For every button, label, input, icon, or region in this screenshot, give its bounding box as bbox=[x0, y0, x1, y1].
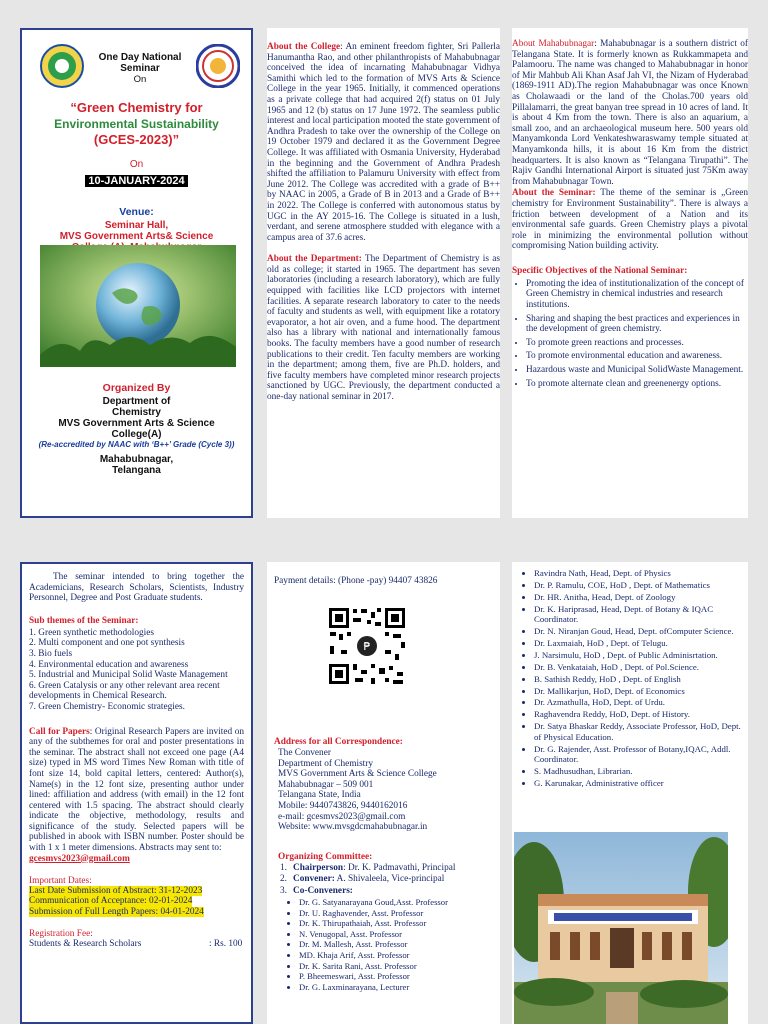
fee-row bbox=[29, 939, 244, 950]
list-item: 7. Green Chemistry- Economic strategies. bbox=[29, 701, 185, 712]
org-line-1: Department of bbox=[102, 396, 171, 407]
list-item: • Dr. K. Thirupathaiah, Asst. Professor bbox=[299, 918, 448, 929]
list-item: • Dr. G. Laxminarayana, Lecturer bbox=[299, 982, 448, 993]
venue-line-2: MVS Government Arts& Science bbox=[59, 231, 214, 242]
venue-line-1: Seminar Hall, bbox=[104, 220, 169, 231]
event-date bbox=[22, 171, 251, 189]
list-item: 1. Green synthetic methodologies bbox=[29, 627, 154, 638]
role-number: 3. bbox=[280, 885, 287, 896]
title-line-2: Seminar bbox=[120, 63, 160, 74]
address-line: The Convener bbox=[278, 748, 331, 758]
dates-list bbox=[29, 886, 244, 918]
role-label: Convener: bbox=[293, 874, 335, 885]
contact-panel bbox=[267, 562, 500, 1024]
mahabubnagar-panel bbox=[512, 28, 748, 518]
about-seminar-heading: About the Seminar: bbox=[512, 188, 596, 199]
college-seal-icon bbox=[196, 44, 240, 88]
objectives-heading: Specific Objectives of the National Seminar: bbox=[512, 265, 688, 276]
org-line-4: College(A) bbox=[111, 429, 162, 440]
svg-text:₱: ₱ bbox=[363, 640, 371, 653]
list-item: Submission of Full Length Papers: 04-01-2024 bbox=[29, 906, 204, 917]
list-item: • Dr. Azmathulla, HoD, Dept. of Urdu. bbox=[534, 697, 748, 707]
address-line: Telangana State, India bbox=[278, 790, 361, 801]
list-item: 3. Bio fuels bbox=[29, 648, 73, 659]
list-item: • P. Bheemeswari, Asst. Professor bbox=[299, 971, 448, 982]
members-list bbox=[512, 568, 748, 788]
qr-code-icon bbox=[327, 606, 407, 686]
list-item: • Dr. B. Venkataiah, HoD , Dept. of Pol.Science. bbox=[534, 662, 748, 672]
list-item: • Dr. Laxmaiah, HoD , Dept. of Telugu. bbox=[534, 638, 748, 648]
correspondence-heading: Address for all Correspondence: bbox=[274, 737, 403, 747]
organized-by-label: Organized By bbox=[102, 382, 171, 394]
list-item: • Hazardous waste and Municipal SolidWaste Management. bbox=[526, 365, 748, 376]
list-item: • Dr. U. Raghavender, Asst. Professor bbox=[299, 908, 448, 919]
address-line[interactable]: e-mail: gcesmvs2023@gmail.com bbox=[278, 811, 406, 822]
call-for-papers-text: : Original Research Papers are invited on any of the subthemes for oral and poster presentations in the seminar. The abstract shall not exceed one page (A4 size) typed in MS word Times New Roman with title of font size 14, bold capital letters, centered: Author(s), Name(s) in the 12 font size, presenting author under lined: affiliation and address (with email) in the 12 font centered with 1.5 spacing. The abstract should clearly indicate the objective, methodology, results and significance of the study. Selected papers will be published in abook with ISBN number. Poster should be with 1 x 1 meter dimensions. Abstracts may sent to: bbox=[29, 726, 244, 854]
committee-role bbox=[280, 874, 455, 885]
about-department-text: The Department of Chemistry is as old as college; it started in 1965. The department has seven laboratories (including a research laboratory), which are fully equipped with facilities like LCD projectors with internet facilities. A separate research laboratory to cater to the needs of faculty and students as well, with equipment like a rotatory evaporator, a hot air oven, and a fume hood. The department also has a library with national and internationally famous books. The faculty members have a good number of research publications to their credit. Ten faculty members are working in the department; among them, five are Ph.D. holders, and five faculty members have completed minor research projects sanctioned by UGC. Previously, the department conducted a one-day national seminar in 2017. bbox=[267, 254, 500, 402]
list-item: • Dr. N. Niranjan Goud, Head, Dept. ofComputer Science. bbox=[534, 626, 748, 636]
about-mahabubnagar-text: : Mahabubnagar is a southern district of Telangana State. It is formerly known as Rukkammapeta and Palamooru. The name was changed to Mahabubnagar in honor of Mir Mahbub Ali Khan Asaf Jah VI, the Nizam of Hyderabad (1869-1911 AD).The region Mahabubnagar was once Known as Cholawaadi or the land of the Cholas.700 years old Pillalamarri, the great banyan tree spread in 10 acres of land. It is about 4 Km from the town. There is also an aquarium, a small zoo, and an archaeological museum here. 500 years old Manyamkonda Lord Venkateshwaraswamy temple situated at Manyamkonda hills, it is about 16 Km from the district headquarters. It is also known as “Telangana Tirupathi”. The Rajiv Gandhi International Airport is situated just 75Km away from Mahabubnagar Town. bbox=[512, 39, 748, 187]
telangana-seal-icon bbox=[40, 44, 84, 88]
theme-line-2: Environmental Sustainability bbox=[54, 117, 219, 131]
place-line-1: Mahabubnagar, bbox=[99, 453, 174, 465]
about-department-heading: About the Department: bbox=[267, 254, 362, 265]
accreditation-text: (Re-accredited by NAAC with ‘B++’ Grade (Cycle 3)) bbox=[38, 440, 235, 449]
about-department-paragraph bbox=[267, 254, 500, 402]
subthemes-list bbox=[29, 628, 244, 713]
role-value: A. Shivaleela, Vice-principal bbox=[334, 874, 445, 885]
list-item: • S. Madhusudhan, Librarian. bbox=[534, 766, 748, 776]
about-college-text: : An eminent freedom fighter, Sri Pallerla Hanumantha Rao, and other philanthropists of Mahabubnagar conceived the idea of incarnating Mahabubnagar Vidhya Samithi which led to the formation of MVS Arts & Science College in the year 1965. Initially, it commenced operations as a private college that had acquired 2(f) status on 01 July 1965 and 12 (b) status on 17 June 1972. The seamless public interest and local participation mooted the state government of Andhra Pradesh to take over the ownership of the College on 19 October 1979 and declared it as the Government Degree College. It was affiliated with Osmania University, Hyderabad in the beginning and the Government of Andhra Pradesh shifted the affiliation to Palamuru University with effect from June 2012. The College was accredited with a grade of B++ by NAAC in 2005, a Grade of B in 2013 and a Grade of B++ in 2022. The College is conferred with autonomous status by UGC in the AY 2015-16. The College is situated in a lush, verdant, and serene atmosphere studded with elegance with a campus area of 37.6 acres. bbox=[267, 42, 500, 243]
about-seminar-paragraph bbox=[512, 188, 748, 252]
list-item: • Sharing and shaping the best practices and experiences in the development of green chemistry. bbox=[526, 314, 748, 335]
list-item: • Dr. P. Ramulu, COE, HoD , Dept. of Mathematics bbox=[534, 580, 748, 590]
org-line-3: MVS Government Arts & Science bbox=[58, 418, 215, 429]
list-item: • Raghavendra Reddy, HoD, Dept. of History. bbox=[534, 709, 748, 719]
fee-heading: Registration Fee: bbox=[29, 929, 93, 940]
theme-line-3: (GCES-2023)” bbox=[93, 132, 180, 147]
address-line[interactable]: Website: www.mvsgdcmahabubnagar.in bbox=[278, 822, 428, 833]
list-item: • Dr. Mallikarjun, HoD, Dept. of Economics bbox=[534, 686, 748, 696]
list-item: • MD. Khaja Arif, Asst. Professor bbox=[299, 950, 448, 961]
members-panel bbox=[512, 562, 748, 1024]
list-item: • B. Sathish Reddy, HoD , Dept. of English bbox=[534, 674, 748, 684]
committee-roles bbox=[280, 863, 455, 897]
list-item: • Dr. Satya Bhaskar Reddy, Associate Professor, HoD, Dept. of Physical Education. bbox=[534, 721, 748, 742]
college-building-image bbox=[514, 832, 728, 1024]
list-item: 2. Multi component and one pot synthesis bbox=[29, 638, 185, 649]
list-item: • Dr. G. Rajender, Asst. Professor of Botany,IQAC, Addl. Coordinator. bbox=[534, 744, 748, 765]
event-date-text: 10-JANUARY-2024 bbox=[85, 175, 187, 187]
fee-label: Students & Research Scholars bbox=[29, 939, 142, 950]
intro-text: The seminar intended to bring together the Academicians, Research Scholars, Scientists, Industry Personnel, Degree and Post Graduate students. bbox=[29, 572, 244, 604]
committee-heading: Organizing Committee: bbox=[278, 852, 373, 862]
about-mahabubnagar-paragraph bbox=[512, 39, 748, 187]
address-line: MVS Government Arts & Science College bbox=[278, 769, 437, 780]
committee-role bbox=[280, 886, 455, 897]
list-item: • J. Narsimulu, HoD , Dept. of Public Adminisrtation. bbox=[534, 650, 748, 660]
role-number: 2. bbox=[280, 874, 287, 885]
list-item: • Dr. K. Hariprasad, Head, Dept. of Botany & IQAC Coordinator. bbox=[534, 604, 748, 625]
abstract-email[interactable]: gcesmvs2023@gmail.com bbox=[29, 853, 130, 864]
list-item: Communication of Acceptance: 02-01-2024 bbox=[29, 896, 193, 907]
cover-panel bbox=[20, 28, 253, 518]
address-line: Mahabubnagar – 509 001 bbox=[278, 779, 374, 790]
list-item: • Dr. M. Mallesh, Asst. Professor bbox=[299, 939, 448, 950]
list-item: • Dr. HR. Anitha, Head, Dept. of Zoology bbox=[534, 592, 748, 602]
list-item: • N. Venugopal, Asst. Professor bbox=[299, 929, 448, 940]
address-line: Department of Chemistry bbox=[278, 758, 374, 769]
address-line: Mobile: 9440743826, 9440162016 bbox=[278, 800, 408, 811]
list-item: • Ravindra Nath, Head, Dept. of Physics bbox=[534, 568, 748, 578]
role-label: Chairperson bbox=[293, 863, 344, 873]
payment-details: Payment details: (Phone -pay) 94407 43826 bbox=[274, 576, 438, 586]
dates-heading: Important Dates: bbox=[29, 875, 92, 886]
role-value: : Dr. K. Padmavathi, Principal bbox=[343, 863, 456, 873]
list-item: • To promote green reactions and processes. bbox=[526, 338, 748, 349]
title-line-3: On bbox=[133, 74, 147, 85]
list-item: • To promote environmental education and awareness. bbox=[526, 351, 748, 362]
list-item: • Promoting the idea of institutionalization of the concept of Green Chemistry in chemical industries and research institutions. bbox=[526, 279, 748, 311]
fee-amount: : Rs. 100 bbox=[209, 939, 243, 950]
role-label: Co-Conveners: bbox=[293, 885, 353, 896]
theme-line-1: “Green Chemistry for bbox=[70, 100, 203, 115]
org-line-2: Chemistry bbox=[112, 407, 161, 418]
coconveners-list bbox=[289, 897, 448, 992]
about-panel bbox=[267, 28, 500, 518]
role-number: 1. bbox=[280, 863, 287, 873]
call-for-papers-paragraph bbox=[29, 727, 244, 854]
list-item: • G. Karunakar, Administrative officer bbox=[534, 778, 748, 788]
list-item: 4. Environmental education and awareness bbox=[29, 659, 189, 670]
title-line-1: One Day National bbox=[98, 52, 182, 63]
committee-role bbox=[280, 863, 455, 874]
list-item: Last Date Submission of Abstract: 31-12-2023 bbox=[29, 885, 203, 896]
date-on: On bbox=[129, 159, 144, 170]
green-globe-image bbox=[40, 245, 236, 367]
about-seminar-text: The theme of the seminar is „Green chemistry for Environment Sustainability”. There is always a friction between development of a Nation and its environmental safe guards. Green Chemistry plays a pivotal role in minimizing the environmental pollution without compromising Nation building activity. bbox=[512, 188, 748, 252]
call-panel bbox=[20, 562, 253, 1024]
list-item: • To promote alternate clean and greenenergy options. bbox=[526, 379, 748, 390]
list-item: 5. Industrial and Municipal Solid Waste Management bbox=[29, 670, 228, 681]
subthemes-heading: Sub themes of the Seminar: bbox=[29, 615, 139, 626]
list-item: • Dr. K. Sarita Rani, Asst. Professor bbox=[299, 961, 448, 972]
call-for-papers-heading: Call for Papers bbox=[29, 726, 90, 737]
about-mahabubnagar-heading: About Mahabubnagar bbox=[512, 39, 595, 49]
about-college-paragraph bbox=[267, 42, 500, 243]
correspondence-address bbox=[278, 748, 437, 833]
place-line-2: Telangana bbox=[112, 464, 161, 476]
objectives-list bbox=[512, 279, 748, 389]
list-item: 6. Green Catalysis or any other relevant area recent developments in Chemical Research. bbox=[29, 680, 220, 702]
venue-label: Venue: bbox=[119, 206, 154, 218]
about-college-heading: About the College bbox=[267, 42, 341, 52]
list-item: • Dr. G. Satyanarayana Goud,Asst. Professor bbox=[299, 897, 448, 908]
